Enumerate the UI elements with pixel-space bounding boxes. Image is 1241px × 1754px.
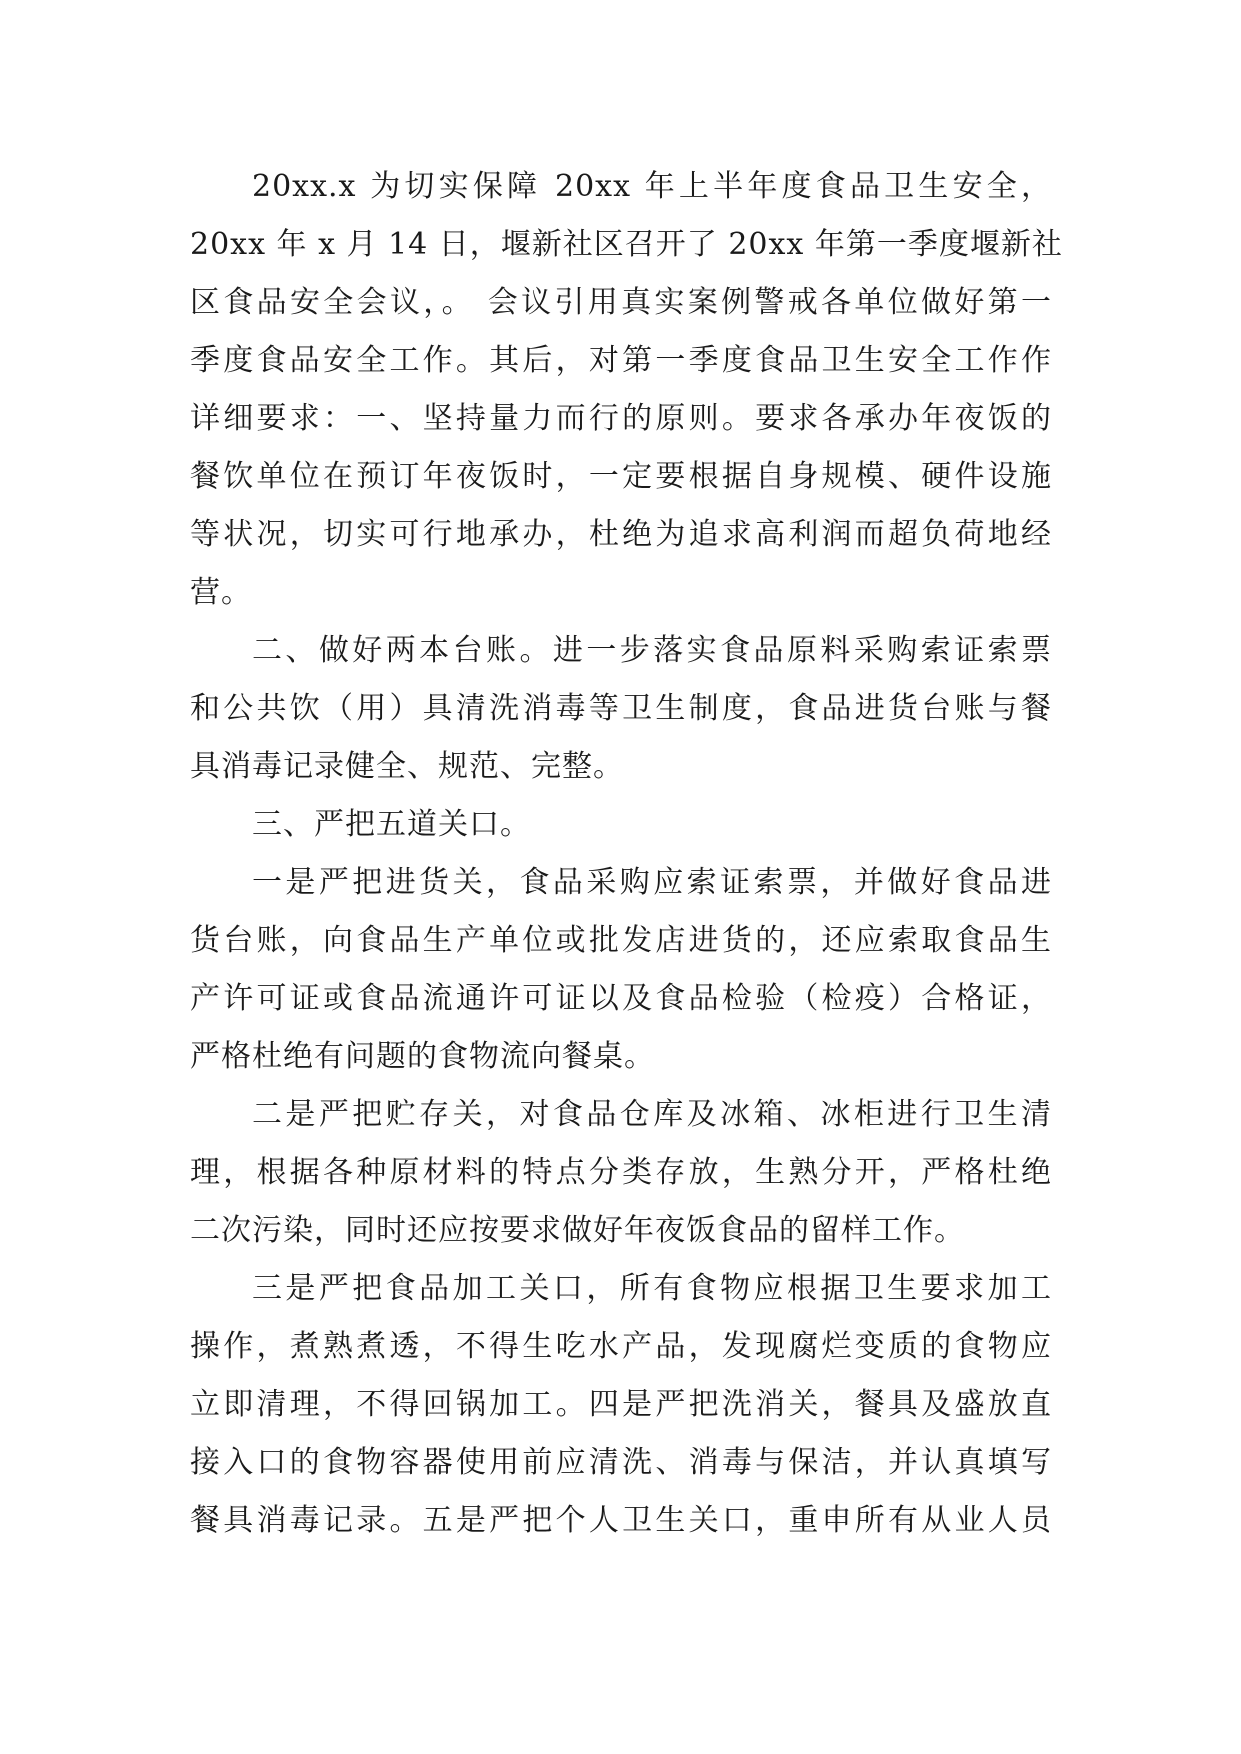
text-line: 餐饮单位在预订年夜饭时，一定要根据自身规模、硬件设施 [190,459,1052,494]
text-line: 严格杜绝有问题的食物流向餐桌。 [190,1039,655,1074]
text-line: 20xx.x 为切实保障 20xx 年上半年度食品卫生安全， [252,169,1052,204]
paragraph-5 [190,1086,1052,1260]
text-line: 二、做好两本台账。进一步落实食品原料采购索证索票 [252,633,1052,668]
text-line: 二次污染，同时还应按要求做好年夜饭食品的留样工作。 [190,1213,965,1248]
text-line: 具消毒记录健全、规范、完整。 [190,749,624,784]
paragraph-6 [190,1260,1052,1550]
text-line: 营。 [190,575,252,610]
section-heading: 三、严把五道关口。 [252,807,531,842]
text-line: 二是严把贮存关，对食品仓库及冰箱、冰柜进行卫生清 [252,1097,1052,1132]
text-line: 等状况，切实可行地承办，杜绝为追求高利润而超负荷地经 [190,517,1052,552]
text-line: 接入口的食物容器使用前应清洗、消毒与保洁，并认真填写 [190,1445,1052,1480]
text-line: 产许可证或食品流通许可证以及食品检验（检疫）合格证， [190,981,1052,1016]
paragraph-1 [190,158,1063,622]
text-line: 和公共饮（用）具清洗消毒等卫生制度，食品进货台账与餐 [190,691,1052,726]
paragraph-2 [190,622,1052,796]
text-line: 货台账，向食品生产单位或批发店进货的，还应索取食品生 [190,923,1052,958]
text-line: 详细要求：一、坚持量力而行的原则。要求各承办年夜饭的 [190,401,1052,436]
paragraph-3 [190,796,1052,854]
text-line: 20xx 年 x 月 14 日，堰新社区召开了 20xx 年第一季度堰新社 [190,227,1063,262]
text-line: 三是严把食品加工关口，所有食物应根据卫生要求加工 [252,1271,1052,1306]
paragraph-4 [190,854,1052,1086]
text-line: 区食品安全会议，。 会议引用真实案例警戒各单位做好第一 [190,285,1052,320]
document-page [190,158,1063,1550]
text-line: 立即清理，不得回锅加工。四是严把洗消关，餐具及盛放直 [190,1387,1052,1422]
text-line: 餐具消毒记录。五是严把个人卫生关口，重申所有从业人员 [190,1503,1052,1538]
text-line: 季度食品安全工作。其后，对第一季度食品卫生安全工作作 [190,343,1052,378]
text-line: 一是严把进货关，食品采购应索证索票，并做好食品进 [252,865,1052,900]
text-line: 理，根据各种原材料的特点分类存放，生熟分开，严格杜绝 [190,1155,1052,1190]
text-line: 操作，煮熟煮透，不得生吃水产品，发现腐烂变质的食物应 [190,1329,1052,1364]
